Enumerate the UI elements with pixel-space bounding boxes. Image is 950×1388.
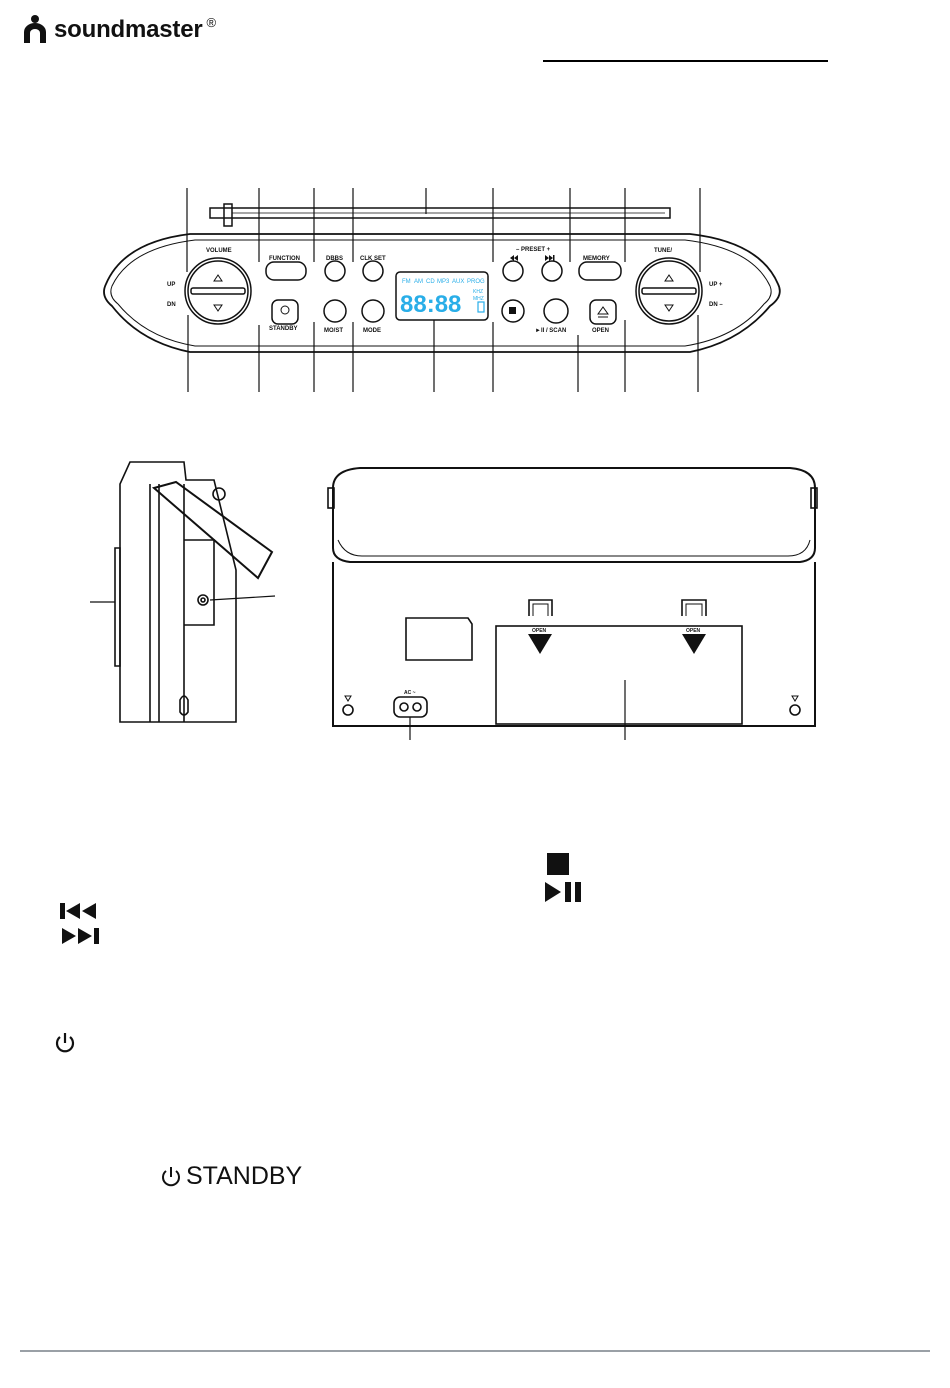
open-label: OPEN (592, 328, 610, 334)
mo-st-label: MO/ST (324, 328, 343, 334)
lcd-mode-aux: AUX (452, 279, 465, 285)
tune-knob (636, 258, 702, 324)
brand-name: soundmaster (54, 16, 203, 43)
power-icon (54, 1032, 76, 1059)
lcd-mode-mp3: MP3 (437, 279, 450, 285)
dbbs-button-shape (325, 261, 345, 281)
rear-open-label-1: OPEN (532, 628, 547, 634)
next-button-shape (542, 261, 562, 281)
lcd-mode-cd: CD (426, 279, 435, 285)
stop-icon (547, 853, 569, 880)
standby-button-shape (272, 300, 298, 324)
tune-label: TUNE/ (654, 248, 672, 254)
volume-label: VOLUME (206, 248, 232, 254)
side-view (90, 462, 275, 722)
clk-set-label: CLK SET (360, 256, 386, 262)
antenna (210, 204, 670, 226)
memory-label: MEMORY (583, 256, 610, 262)
function-button-shape (266, 262, 306, 280)
dbbs-label: DBBS (326, 256, 344, 262)
standby-text: STANDBY (186, 1162, 303, 1190)
rear-open-label-2: OPEN (686, 628, 701, 634)
mo-st-button-shape (324, 300, 346, 322)
play-scan-label: ►II / SCAN (535, 328, 567, 334)
standby-label: STANDBY (269, 326, 298, 332)
ac-label: AC ~ (404, 690, 416, 696)
registered-mark: ® (206, 14, 217, 30)
mode-button-shape (362, 300, 384, 322)
lcd-digits: 88:88 (400, 291, 462, 318)
lcd-mode-am: AM (414, 279, 423, 285)
open-button-shape (590, 300, 616, 324)
clk-set-button-shape (363, 261, 383, 281)
rear-view (328, 468, 817, 740)
function-label: FUNCTION (269, 256, 300, 262)
lcd-mode-prog: PROG (467, 279, 485, 285)
mode-label: MODE (363, 328, 381, 334)
dn-minus-label: DN – (709, 302, 723, 308)
lcd-unit-mhz: MHZ (473, 296, 484, 302)
callout-lines-bottom (188, 315, 698, 392)
callout-lines-top (187, 188, 700, 272)
lcd-unit-khz: KHZ (473, 289, 483, 295)
play-pause-icon (545, 882, 583, 907)
up-label: UP (167, 282, 176, 288)
standby-legend (160, 1162, 302, 1191)
memory-button-shape (579, 262, 621, 280)
play-scan-button-shape (544, 299, 568, 323)
volume-knob (185, 258, 251, 324)
prev-button-shape (503, 261, 523, 281)
footer-rule (20, 1350, 930, 1352)
dn-label: DN (167, 302, 176, 308)
standby-power-icon (160, 1166, 182, 1188)
skip-back-icon (60, 902, 100, 925)
up-plus-label: UP + (709, 282, 723, 288)
skip-forward-icon (60, 927, 100, 950)
lcd-mode-fm: FM (402, 279, 411, 285)
preset-label: – PRESET + (516, 247, 551, 253)
